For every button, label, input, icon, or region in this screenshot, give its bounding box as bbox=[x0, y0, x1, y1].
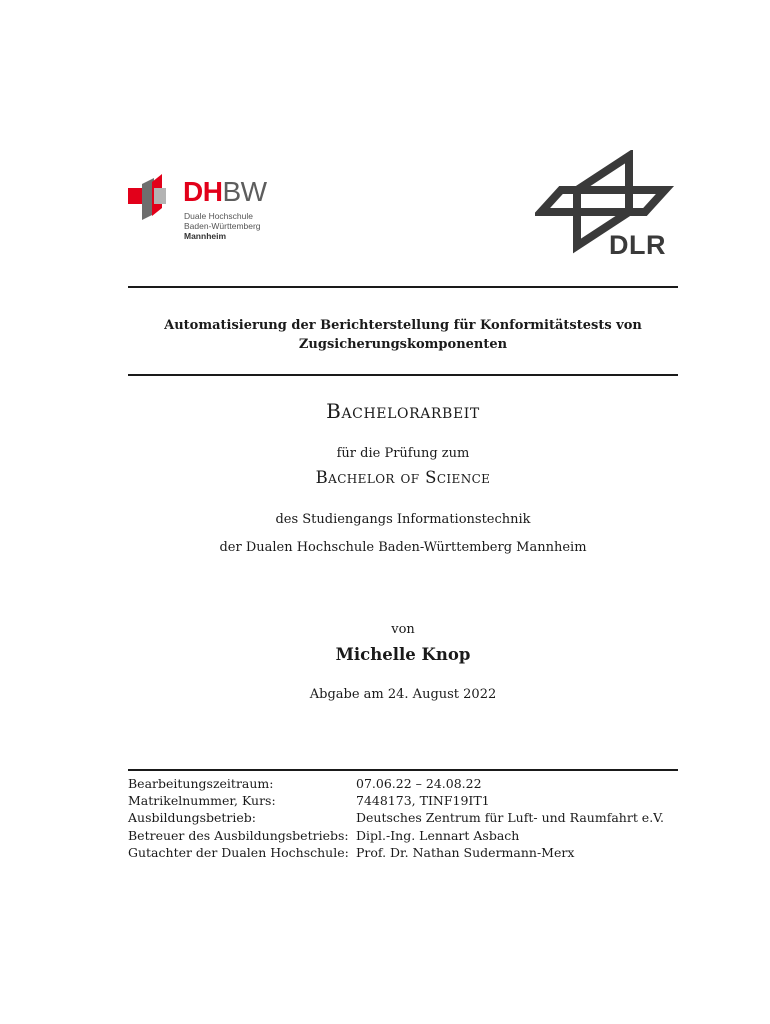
thesis-title-line-1: Automatisierung der Berichterstellung für Konformitätstests von bbox=[164, 318, 642, 333]
title-bottom-rule bbox=[128, 374, 678, 376]
dhbw-letters-red: DH bbox=[183, 176, 223, 207]
info-label: Gutachter der Dualen Hochschule: bbox=[128, 844, 349, 860]
dhbw-letters-gray: BW bbox=[222, 176, 267, 207]
info-row bbox=[128, 827, 664, 844]
info-row bbox=[128, 775, 664, 792]
info-label: Matrikelnummer, Kurs: bbox=[128, 793, 276, 809]
info-label: Ausbildungsbetrieb: bbox=[128, 810, 257, 826]
info-table bbox=[128, 775, 664, 861]
top-rule bbox=[128, 286, 678, 288]
thesis-type: Bachelorarbeit bbox=[326, 399, 480, 423]
info-value: 7448173, TINF19IT1 bbox=[356, 793, 490, 809]
thesis-title bbox=[128, 316, 678, 354]
dhbw-line-1: Duale Hochschule bbox=[184, 211, 253, 221]
dhbw-line-3: Mannheim bbox=[184, 231, 227, 241]
dlr-wordmark: DLR bbox=[609, 230, 666, 260]
thesis-title-line-2: Zugsicherungskomponenten bbox=[298, 337, 508, 352]
dlr-logo bbox=[535, 150, 675, 262]
info-row bbox=[128, 792, 664, 809]
dhbw-mark-icon bbox=[128, 174, 180, 220]
info-label: Betreuer des Ausbildungsbetriebs: bbox=[128, 827, 349, 843]
submission-date: Abgabe am 24. August 2022 bbox=[309, 687, 497, 702]
dhbw-logo bbox=[128, 174, 278, 244]
program-line: des Studiengangs Informationstechnik bbox=[275, 512, 531, 527]
info-row bbox=[128, 844, 664, 861]
info-value: Dipl.-Ing. Lennart Asbach bbox=[356, 827, 520, 843]
info-top-rule bbox=[128, 769, 678, 771]
by-line: von bbox=[391, 622, 415, 637]
author-name: Michelle Knop bbox=[335, 645, 471, 664]
info-row bbox=[128, 809, 664, 826]
degree: Bachelor of Science bbox=[315, 468, 491, 487]
info-value: Prof. Dr. Nathan Sudermann-Merx bbox=[356, 844, 575, 860]
info-value: 07.06.22 – 24.08.22 bbox=[356, 776, 482, 791]
dhbw-wordmark bbox=[183, 178, 267, 206]
info-value: Deutsches Zentrum für Luft- und Raumfahrt e.V. bbox=[356, 810, 664, 826]
info-label: Bearbeitungszeitraum: bbox=[128, 776, 274, 791]
dhbw-line-2: Baden-Württemberg bbox=[184, 221, 261, 231]
exam-line: für die Prüfung zum bbox=[336, 446, 470, 461]
university-line: der Dualen Hochschule Baden-Württemberg Mannheim bbox=[219, 540, 587, 555]
